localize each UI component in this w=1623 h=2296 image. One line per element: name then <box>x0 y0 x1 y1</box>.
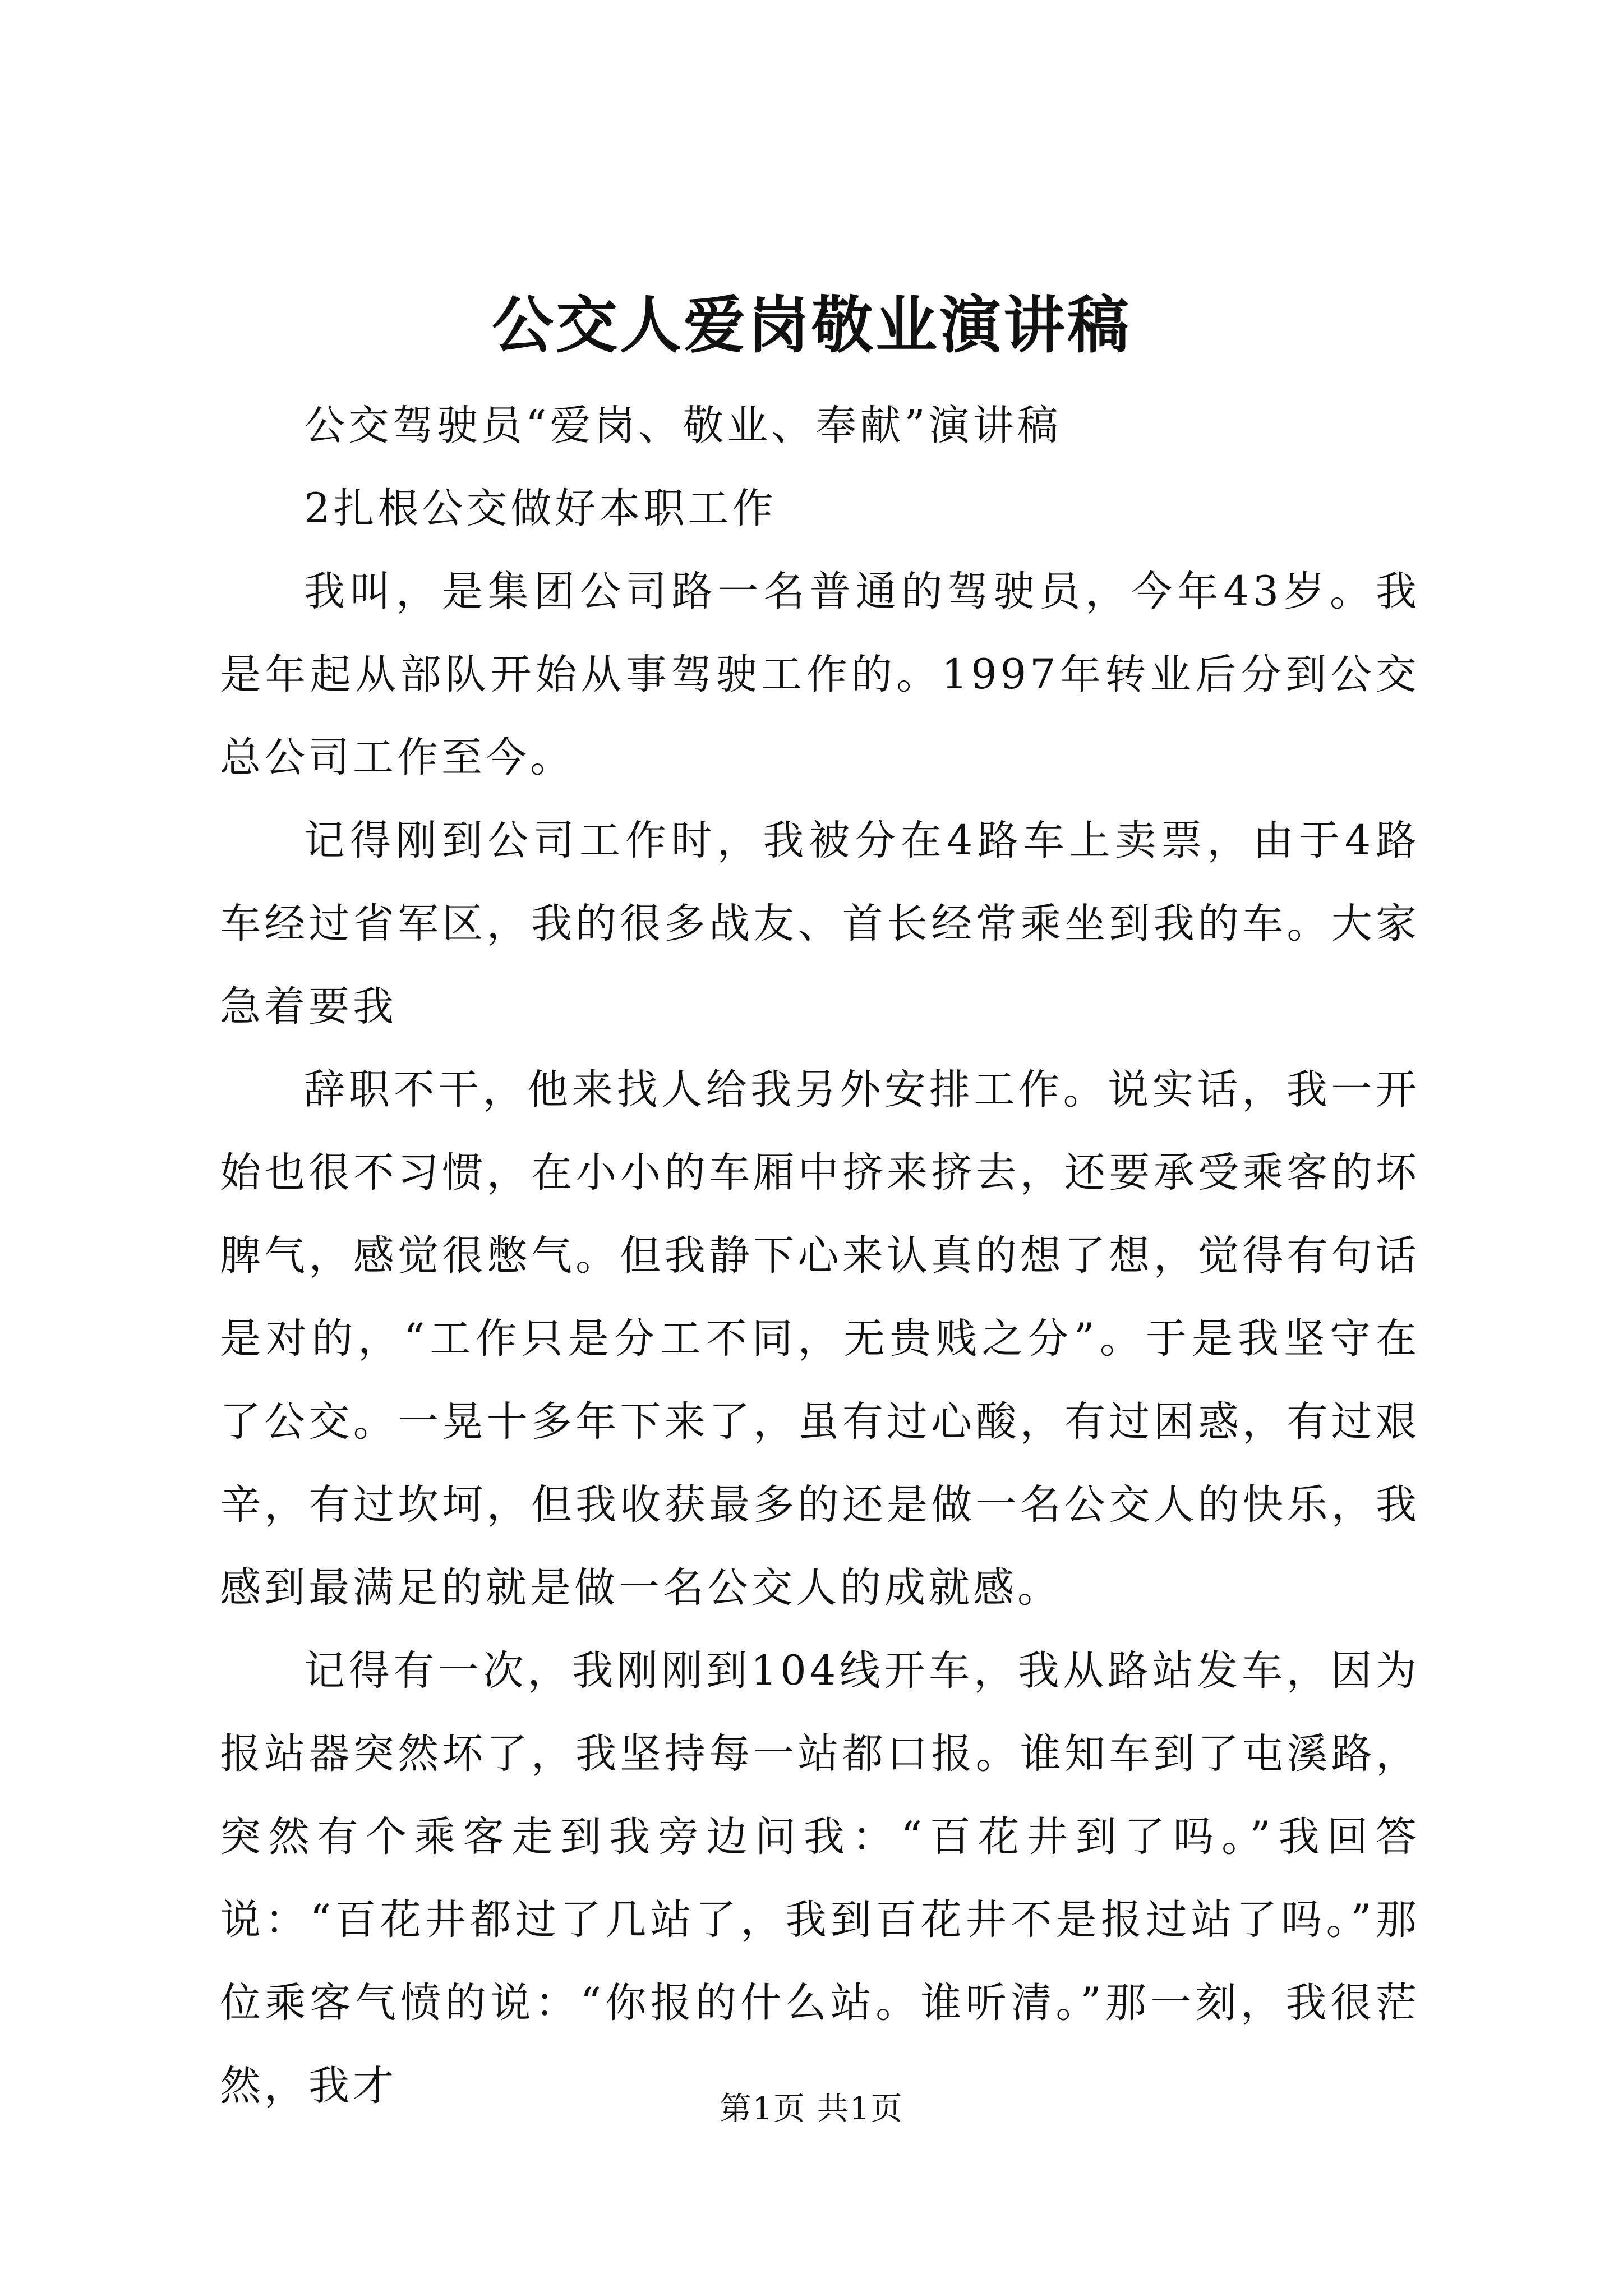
subtitle-paragraph: 公交驾驶员“爱岗、敬业、奉献”演讲稿 <box>304 402 1062 449</box>
heading-paragraph: 2扎根公交做好本职工作 <box>304 485 777 532</box>
page-footer: 第1页 共1页 <box>720 2091 903 2127</box>
body-paragraph: 记得有一次，我刚刚到104线开车，我从路站发车，因为报站器突然坏了，我坚持每一站都口报。谁知车到了屯溪路，突然有个乘客走到我旁边问我：“百花井到了吗。”我回答说：“百花井都过了几站了，我到百花井不是报过站了吗。”那位乘客气愤的说：“你报的什么站。谁听清。”那一刻，我很茫然，我才 <box>220 1647 1420 2110</box>
body-paragraph: 辞职不干，他来找人给我另外安排工作。说实话，我一开始也很不习惯，在小小的车厢中挤来挤去，还要承受乘客的坏脾气，感觉很憋气。但我静下心来认真的想了想，觉得有句话是对的，“工作只是分工不同，无贵贱之分”。于是我坚守在了公交。一晃十多年下来了，虽有过心酸，有过困惑，有过艰辛，有过坎坷，但我收获最多的还是做一名公交人的快乐，我感到最满足的就是做一名公交人的成就感。 <box>220 1066 1420 1612</box>
document-body <box>220 384 1420 2128</box>
document-title: 公交人爱岗敬业演讲稿 <box>492 289 1131 361</box>
body-paragraph: 记得刚到公司工作时，我被分在4路车上卖票，由于4路车经过省军区，我的很多战友、首长经常乘坐到我的车。大家急着要我 <box>220 817 1420 1030</box>
body-paragraph: 我叫，是集团公司路一名普通的驾驶员，今年43岁。我是年起从部队开始从事驾驶工作的。1997年转业后分到公交总公司工作至今。 <box>220 568 1420 781</box>
